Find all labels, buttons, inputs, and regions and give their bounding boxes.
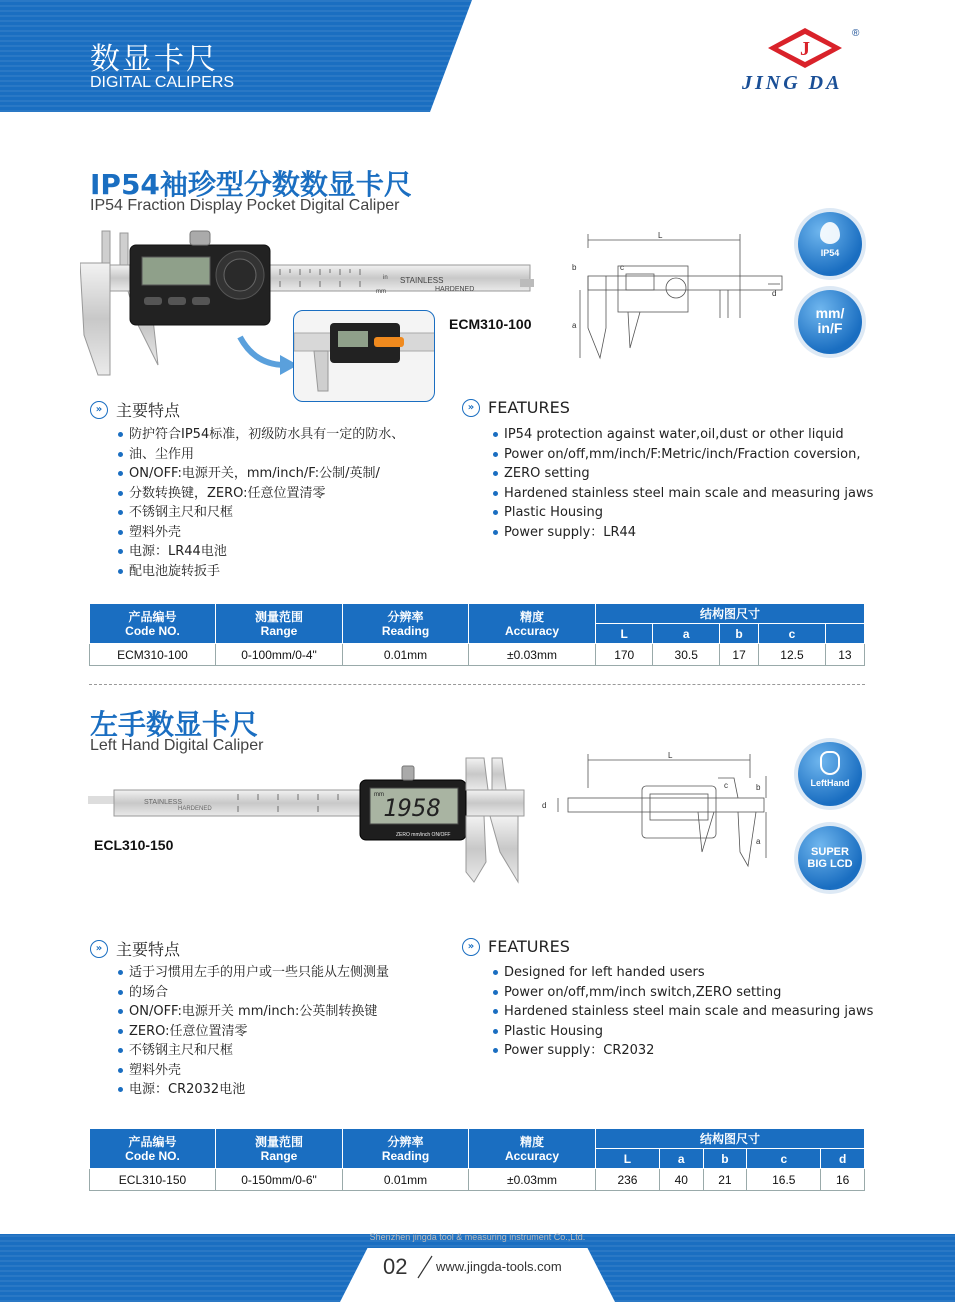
scale-unit-mm: mm xyxy=(376,289,386,295)
lefthand-badge-label: LeftHand xyxy=(810,778,850,788)
scale-text-hardened: HARDENED xyxy=(435,286,475,293)
footer-company: Shenzhen jingda tool & measuring instrument Co.,Ltd. xyxy=(369,1232,586,1242)
super-big-lcd-badge xyxy=(798,826,862,890)
dim-label-L: L xyxy=(668,751,673,760)
features-cn-title: 主要特点 xyxy=(116,401,181,420)
section2-features-cn-list xyxy=(117,963,447,1100)
header-logo-area xyxy=(430,0,955,112)
double-chevron-icon: » xyxy=(462,399,480,417)
section1-features-en-heading xyxy=(462,398,570,417)
double-chevron-icon: » xyxy=(462,938,480,956)
col-range: 测量范围 Range xyxy=(216,1129,343,1169)
slash-divider-icon xyxy=(414,1254,434,1280)
ip54-badge-label: IP54 xyxy=(820,248,840,258)
col-L: L xyxy=(596,1149,660,1169)
section1-features-cn-list xyxy=(117,425,447,581)
col-reading: 分辨率 Reading xyxy=(343,604,469,644)
section2-spec-table xyxy=(89,1128,865,1191)
list-item: Power on/off,mm/inch/F:Metric/inch/Fraction coversion, xyxy=(492,445,882,465)
dim-label-b: b xyxy=(756,783,761,792)
scale-text-stainless: STAINLESS xyxy=(400,276,444,285)
caliper2-illustration xyxy=(88,752,528,887)
lcd-value: 1958 xyxy=(383,794,441,822)
section2-title-cn: 左手数显卡尺 xyxy=(90,708,259,741)
col-accuracy: 精度 Accuracy xyxy=(469,1129,596,1169)
list-item: Power supply：LR44 xyxy=(492,523,882,543)
scale-text-hardened: HARDENED xyxy=(178,806,212,812)
list-item: Hardened stainless steel main scale and measuring jaws xyxy=(492,1002,882,1022)
col-L: L xyxy=(596,624,653,644)
list-item: 的场合 xyxy=(117,983,447,1003)
section1-title-en: IP54 Fraction Display Pocket Digital Caliper xyxy=(90,197,400,214)
list-item: 塑料外壳 xyxy=(117,1061,447,1081)
features-cn-title: 主要特点 xyxy=(116,940,181,959)
mm-in-f-badge xyxy=(798,290,862,354)
arrow-icon xyxy=(240,337,285,365)
list-item: Plastic Housing xyxy=(492,1022,882,1042)
table-row: ECM310-100 0-100mm/0-4" 0.01mm ±0.03mm 170 30.5 17 12.5 13 xyxy=(90,644,865,666)
droplet-icon xyxy=(820,222,840,244)
col-c: c xyxy=(747,1149,821,1169)
dim-label-c: c xyxy=(620,263,624,272)
section2-features-en-heading xyxy=(462,937,570,956)
col-dimensions: 结构图尺寸 xyxy=(596,1129,865,1149)
big-lcd-line1: SUPER xyxy=(811,846,849,858)
dim-label-c: c xyxy=(724,781,728,790)
dim-label-d: d xyxy=(772,289,777,298)
col-a: a xyxy=(659,1149,703,1169)
website-link[interactable]: www.jingda-tools.com xyxy=(436,1259,562,1274)
col-dimensions: 结构图尺寸 xyxy=(596,604,865,624)
list-item: 油、尘作用 xyxy=(117,445,447,465)
dim-label-b: b xyxy=(572,263,577,272)
col-range: 测量范围 Range xyxy=(216,604,343,644)
lcd-unit: mm xyxy=(374,792,384,798)
section2-title-en: Left Hand Digital Caliper xyxy=(90,737,264,754)
brand-name: JING DA xyxy=(742,72,843,94)
list-item: Power on/off,mm/inch switch,ZERO setting xyxy=(492,983,882,1003)
table-row: ECL310-150 0-150mm/0-6" 0.01mm ±0.03mm 236 40 21 16.5 16 xyxy=(90,1169,865,1191)
section1-product-code: ECM310-100 xyxy=(449,316,532,332)
big-lcd-line2: BIG LCD xyxy=(807,858,853,870)
col-d: d xyxy=(821,1149,865,1169)
list-item: 配电池旋转扳手 xyxy=(117,562,447,582)
col-code: 产品编号 Code NO. xyxy=(90,1129,216,1169)
col-d xyxy=(825,624,864,644)
section-divider xyxy=(89,684,865,685)
list-item: IP54 protection against water,oil,dust or other liquid xyxy=(492,425,882,445)
mm-in-f-line1: mm/ xyxy=(815,305,845,321)
list-item: 塑料外壳 xyxy=(117,523,447,543)
section1-title-cn: IP54袖珍型分数数显卡尺 xyxy=(90,168,412,201)
list-item: 适于习惯用左手的用户或一些只能从左侧测量 xyxy=(117,963,447,983)
section1-features-en-list xyxy=(492,425,882,542)
col-b: b xyxy=(719,624,758,644)
section2-features-cn-heading xyxy=(90,937,180,960)
dim-label-a: a xyxy=(572,321,577,330)
col-b: b xyxy=(703,1149,747,1169)
dim-label-d: d xyxy=(542,801,547,810)
header-title-cn: 数显卡尺 xyxy=(90,42,218,77)
list-item: ON/OFF:电源开关，mm/inch/F:公制/英制/ xyxy=(117,464,447,484)
section2-features-en-list xyxy=(492,963,882,1061)
list-item: 电源：CR2032电池 xyxy=(117,1080,447,1100)
double-chevron-icon: » xyxy=(90,401,108,419)
list-item: 电源：LR44电池 xyxy=(117,542,447,562)
col-reading: 分辨率 Reading xyxy=(343,1129,469,1169)
list-item: Power supply：CR2032 xyxy=(492,1041,882,1061)
list-item: 不锈钢主尺和尺框 xyxy=(117,1041,447,1061)
header-title-en: DIGITAL CALIPERS xyxy=(90,74,235,91)
col-a: a xyxy=(653,624,720,644)
dim-label-L: L xyxy=(658,231,663,240)
dim-label-a: a xyxy=(756,837,761,846)
logo-letter: J xyxy=(800,38,810,60)
lcd-buttons: ZERO mm/inch ON/OFF xyxy=(396,832,451,838)
hand-icon xyxy=(820,751,840,775)
mm-in-f-line2: in/F xyxy=(817,320,843,336)
registered-mark: ® xyxy=(852,28,860,39)
features-en-title: FEATURES xyxy=(488,937,570,956)
scale-text-stainless: STAINLESS xyxy=(144,799,182,806)
list-item: Plastic Housing xyxy=(492,503,882,523)
list-item: 不锈钢主尺和尺框 xyxy=(117,503,447,523)
col-accuracy: 精度 Accuracy xyxy=(469,604,596,644)
list-item: Hardened stainless steel main scale and measuring jaws xyxy=(492,484,882,504)
list-item: 防护符合IP54标准，初级防水具有一定的防水、 xyxy=(117,425,447,445)
features-en-title: FEATURES xyxy=(488,398,570,417)
list-item: ON/OFF:电源开关 mm/inch:公英制转换键 xyxy=(117,1002,447,1022)
section1-features-cn-heading xyxy=(90,398,180,421)
page-number: 02 xyxy=(383,1254,408,1279)
caliper1-dimension-drawing xyxy=(568,228,790,364)
col-code: 产品编号 Code NO. xyxy=(90,604,216,644)
ip54-badge xyxy=(798,212,862,276)
list-item: ZERO setting xyxy=(492,464,882,484)
list-item: 分数转换键，ZERO:任意位置清零 xyxy=(117,484,447,504)
inset-battery-wrench-image xyxy=(293,310,435,402)
footer-tab xyxy=(340,1248,615,1302)
caliper2-dimension-drawing xyxy=(538,748,774,872)
section2-product-code: ECL310-150 xyxy=(94,837,174,853)
list-item: ZERO:任意位置清零 xyxy=(117,1022,447,1042)
col-c: c xyxy=(759,624,826,644)
double-chevron-icon: » xyxy=(90,940,108,958)
section1-spec-table xyxy=(89,603,865,666)
list-item: Designed for left handed users xyxy=(492,963,882,983)
lefthand-badge xyxy=(798,742,862,806)
scale-unit-in: in xyxy=(383,275,388,281)
